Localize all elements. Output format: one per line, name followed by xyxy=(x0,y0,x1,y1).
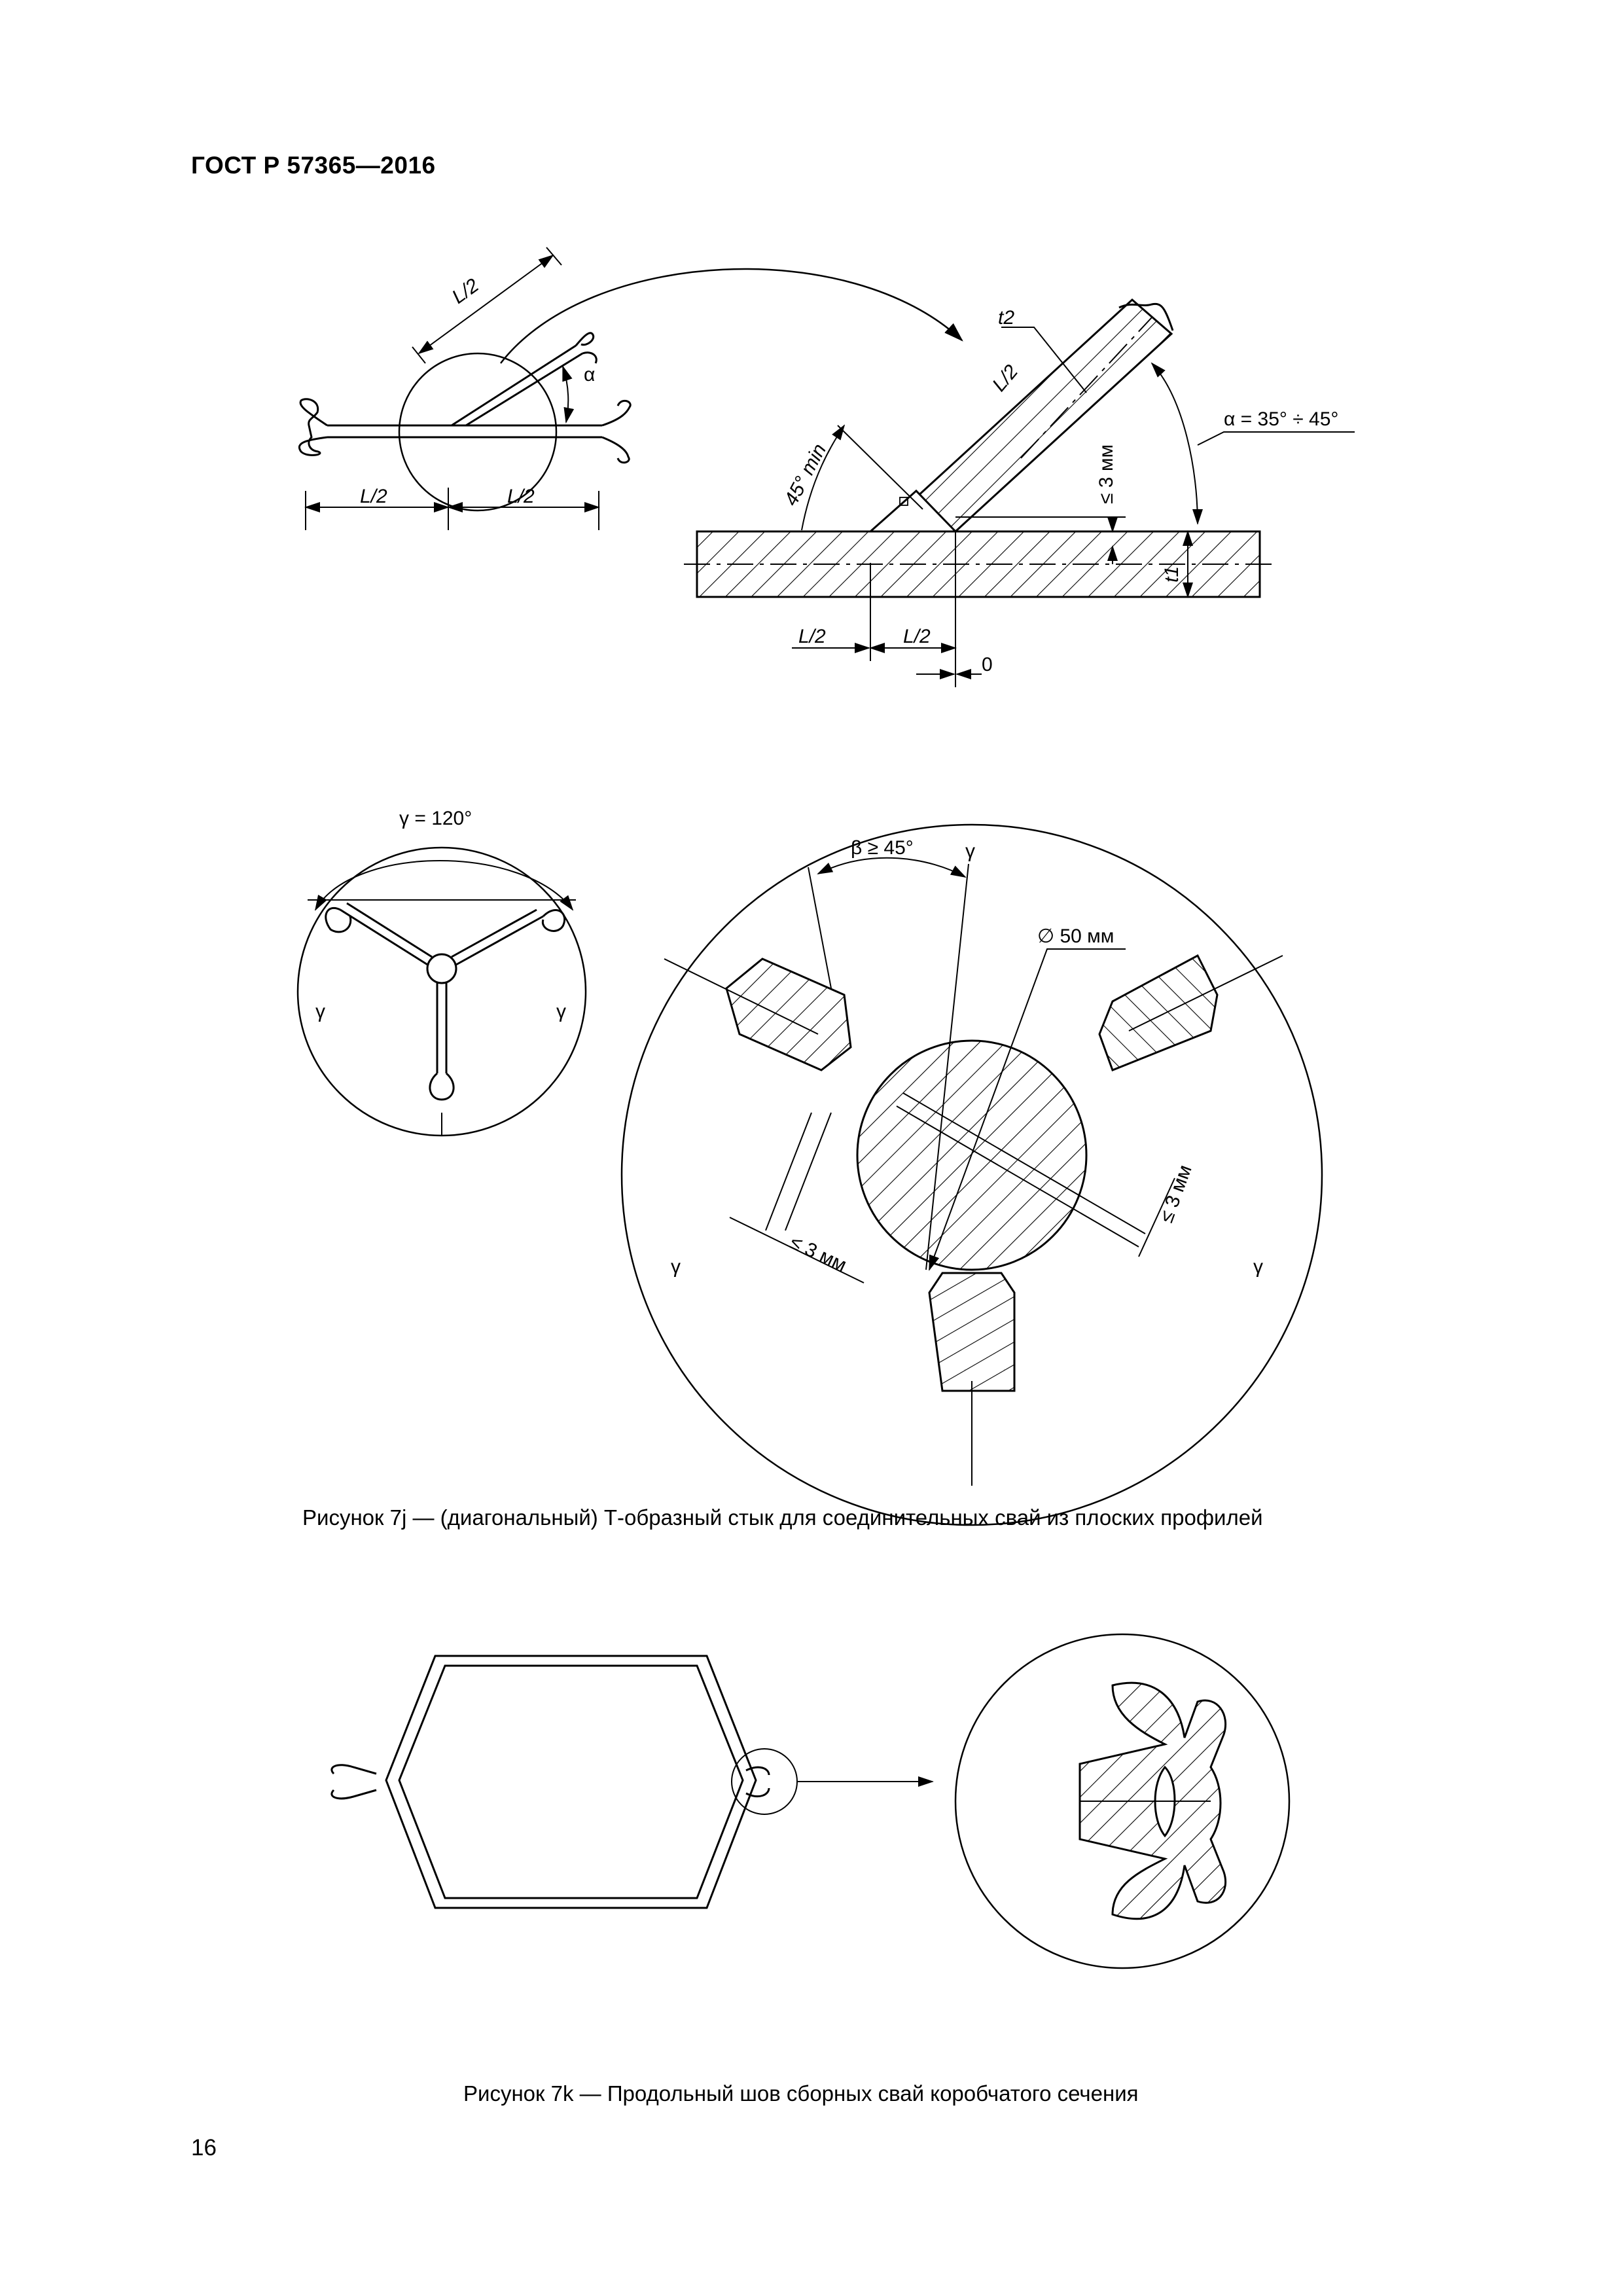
figure-7j-caption: Рисунок 7j — (диагональный) Т-образный стык для соединительных свай из плоских профилей xyxy=(302,1505,1263,1530)
angle-45-min: 45° min xyxy=(780,440,831,510)
diagonal-plate xyxy=(452,346,582,425)
plate-right xyxy=(1099,956,1217,1070)
gamma-120: γ = 120° xyxy=(399,808,473,829)
gamma-left: γ xyxy=(671,1256,681,1278)
dim-half-left-2: L/2 xyxy=(798,626,826,647)
gap-3mm-right: ≤ 3 мм xyxy=(1155,1162,1196,1226)
page-number: 16 xyxy=(191,2135,217,2161)
figure-7k-caption: Рисунок 7k — Продольный шов сборных свай коробчатого сечения xyxy=(463,2081,1139,2106)
alpha-range: α = 35° ÷ 45° xyxy=(1224,408,1339,430)
gamma-right-small: γ xyxy=(556,1001,566,1022)
dim-half-diag-left: L/2 xyxy=(448,274,483,308)
document-header: ГОСТ Р 57365—2016 xyxy=(191,152,436,179)
dim-half-diag-right: L/2 xyxy=(988,361,1023,396)
right-interlock xyxy=(602,401,630,462)
label-t1: t1 xyxy=(1161,565,1183,583)
hexagon-outer xyxy=(386,1656,756,1908)
fig7k-weld-detail xyxy=(1080,1683,1226,1918)
gamma-top: γ xyxy=(965,840,975,862)
plate-bottom xyxy=(929,1273,1014,1391)
beta-angle: β ≥ 45° xyxy=(851,837,914,859)
gap-3mm: ≤ 3 мм xyxy=(1096,444,1117,504)
dim-half-right-2: L/2 xyxy=(903,626,931,647)
gamma-right: γ xyxy=(1253,1256,1263,1278)
fig7j-bottom-left-star xyxy=(298,848,586,1136)
diameter-50: ∅ 50 мм xyxy=(1037,925,1115,947)
fig7j-top-left-sketch xyxy=(299,247,962,530)
gap-3mm-left: ≤ 3 мм xyxy=(787,1231,850,1276)
plate-left xyxy=(726,959,851,1070)
hexagon-inner xyxy=(399,1666,743,1898)
diagonal-interlock xyxy=(576,333,596,363)
gamma-left-small: γ xyxy=(315,1001,325,1022)
fig7j-bottom-right-detail xyxy=(622,825,1322,1525)
dim-half-left: L/2 xyxy=(360,486,387,507)
base-plate xyxy=(327,425,602,437)
offset-zero: 0 xyxy=(982,654,993,675)
label-t2: t2 xyxy=(998,307,1015,329)
left-interlock xyxy=(299,399,327,456)
angle-alpha-left: α xyxy=(584,364,596,386)
dim-half-right: L/2 xyxy=(507,486,535,507)
